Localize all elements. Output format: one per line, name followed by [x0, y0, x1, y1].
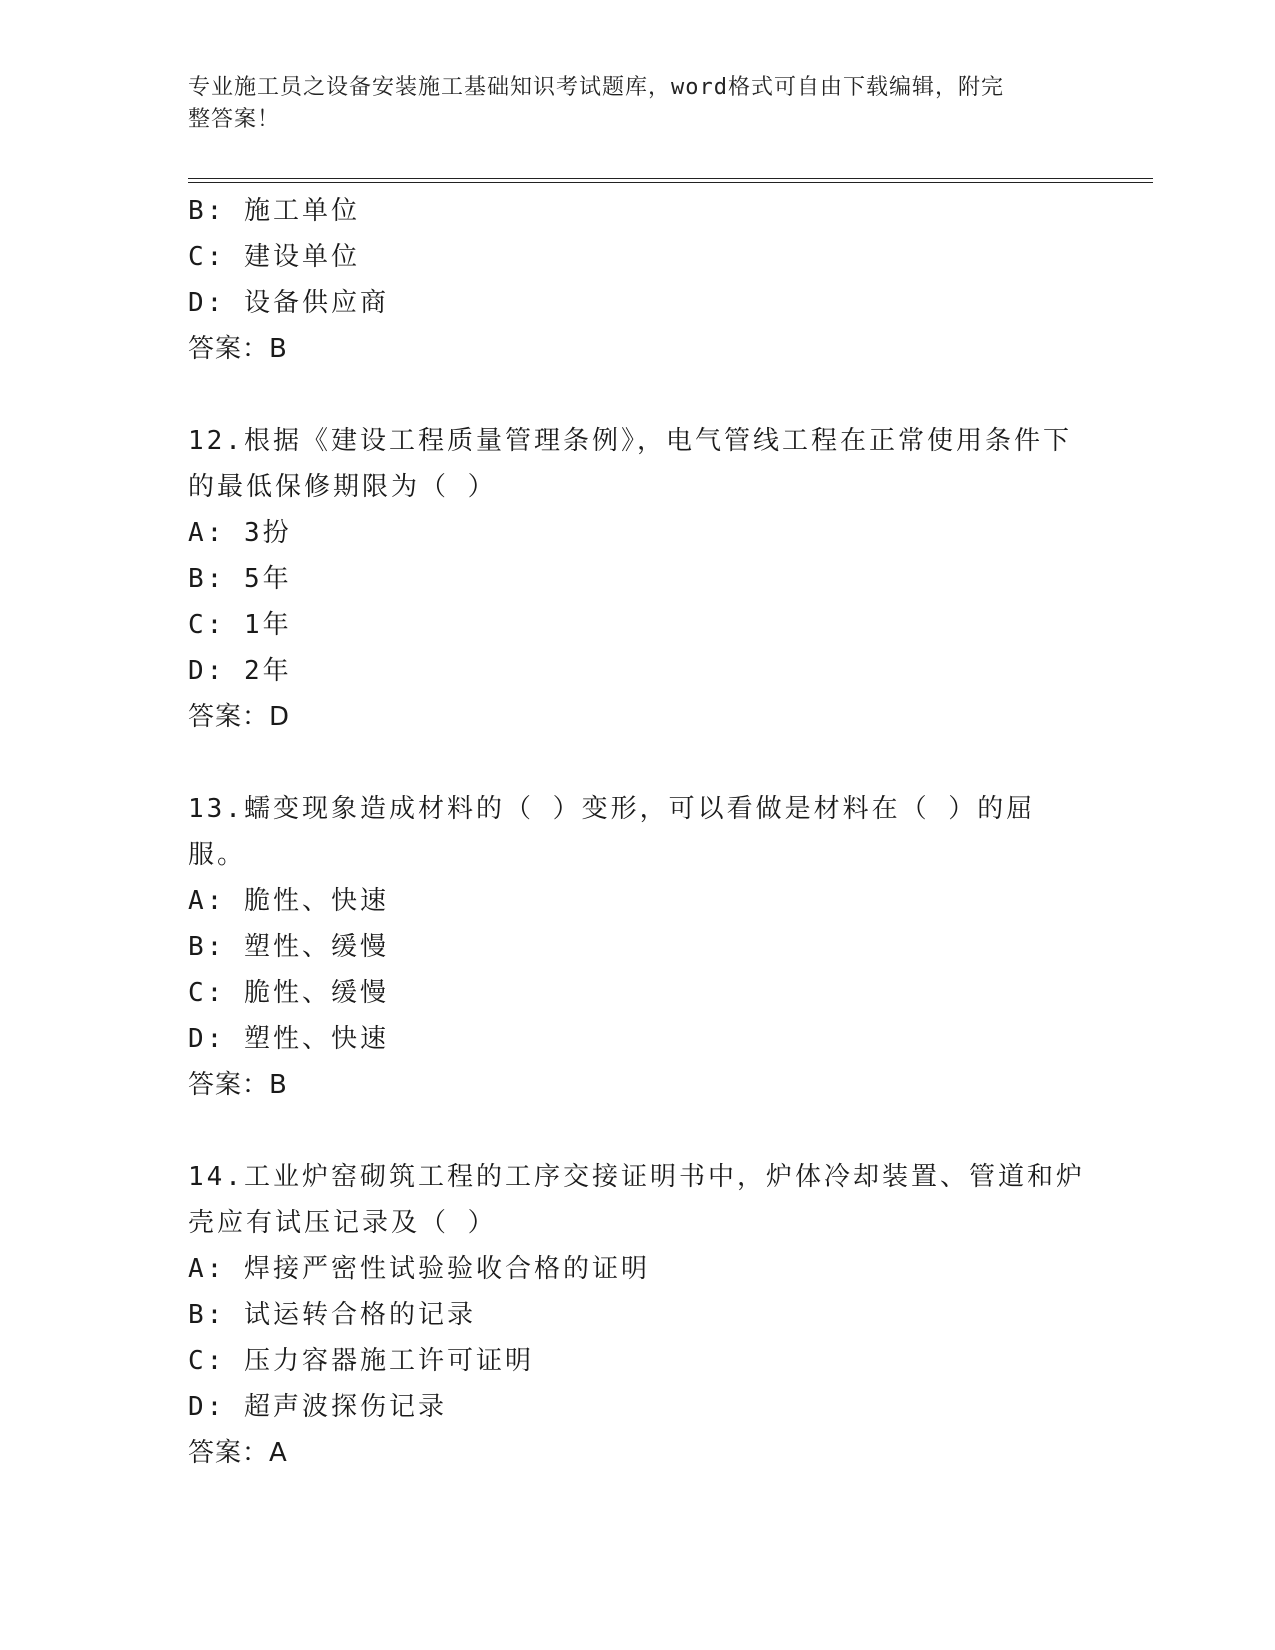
header-line-2: 整答案！	[188, 107, 281, 132]
continued-question-block	[188, 188, 1088, 372]
option-b: B: 施工单位	[188, 196, 360, 226]
answer-line: 答案：B	[188, 1070, 288, 1100]
option-c: C: 脆性、缓慢	[188, 978, 389, 1008]
answer-line: 答案：D	[188, 702, 291, 732]
option-c: C: 压力容器施工许可证明	[188, 1346, 534, 1376]
option-b: B: 塑性、缓慢	[188, 932, 389, 962]
question-text-line-1: 12.根据《建设工程质量管理条例》，电气管线工程在正常使用条件下	[188, 426, 1072, 456]
option-a: A: 3扮	[188, 518, 292, 548]
option-a: A: 脆性、快速	[188, 886, 389, 916]
question-13	[188, 786, 1088, 1108]
option-d: D: 塑性、快速	[188, 1024, 389, 1054]
question-text-line-1: 13.蠕变现象造成材料的（ ）变形，可以看做是材料在（ ）的屈服。	[188, 794, 1036, 870]
question-list	[188, 188, 1088, 1476]
question-text-line-2: 的最低保修期限为（ ）	[188, 472, 497, 502]
option-c: C: 1年	[188, 610, 292, 640]
header-line-1: 专业施工员之设备安装施工基础知识考试题库，word格式可自由下载编辑，附完	[188, 75, 1004, 100]
option-d: D: 2年	[188, 656, 292, 686]
question-text-line-2: 壳应有试压记录及（ ）	[188, 1208, 497, 1238]
option-b: B: 5年	[188, 564, 292, 594]
question-text-line-1: 14.工业炉窑砌筑工程的工序交接证明书中，炉体冷却装置、管道和炉	[188, 1162, 1085, 1192]
header-divider	[188, 178, 1153, 183]
question-12	[188, 418, 1088, 740]
option-a: A: 焊接严密性试验验收合格的证明	[188, 1254, 650, 1284]
option-b: B: 试运转合格的记录	[188, 1300, 476, 1330]
document-header	[188, 72, 1068, 136]
question-14	[188, 1154, 1088, 1476]
answer-line: 答案：B	[188, 334, 288, 364]
option-d: D: 超声波探伤记录	[188, 1392, 447, 1422]
option-d: D: 设备供应商	[188, 288, 389, 318]
option-c: C: 建设单位	[188, 242, 360, 272]
answer-line: 答案：A	[188, 1438, 288, 1468]
